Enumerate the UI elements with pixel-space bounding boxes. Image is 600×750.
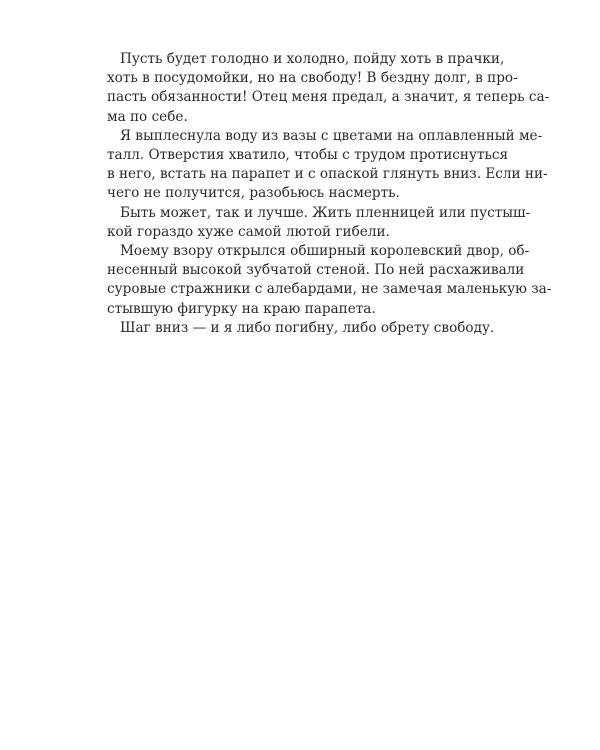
paragraph-1	[107, 50, 550, 127]
text-line: суровые стражники с алебардами, не замечая маленькую за-	[107, 281, 552, 298]
paragraph-4	[107, 242, 552, 319]
text-line: Я выплеснула воду из вазы с цветами на оплавленный ме-	[120, 127, 543, 144]
text-line: пасть обязанности! Отец меня предал, а значит, я теперь са-	[107, 89, 550, 106]
text-line: Шаг вниз — и я либо погибну, либо обрету свободу.	[120, 319, 495, 336]
text-line: талл. Отверстия хватило, чтобы с трудом протиснуться	[107, 147, 509, 164]
text-line: несенный высокой зубчатой стеной. По ней расхаживали	[107, 262, 525, 279]
paragraph-5	[107, 319, 499, 338]
text-line: ма по себе.	[107, 108, 188, 125]
paragraph-2	[107, 127, 548, 204]
text-line: стывшую фигурку на краю парапета.	[107, 300, 376, 317]
text-line: кой гораздо хуже самой лютой гибели.	[107, 223, 390, 240]
paragraph-3	[107, 204, 531, 242]
text-line: чего не получится, разобьюсь насмерть.	[107, 185, 400, 202]
text-line: Моему взору открылся обширный королевский двор, об-	[120, 243, 530, 260]
text-line: хоть в посудомойки, но на свободу! В бездну долг, в про-	[107, 70, 518, 87]
text-line: в него, встать на парапет и с опаской глянуть вниз. Если ни-	[107, 166, 548, 183]
body-text	[107, 50, 552, 338]
text-line: Пусть будет голодно и холодно, пойду хоть в прачки,	[120, 51, 505, 67]
text-line: Быть может, так и лучше. Жить пленницей или пустыш-	[120, 204, 531, 221]
